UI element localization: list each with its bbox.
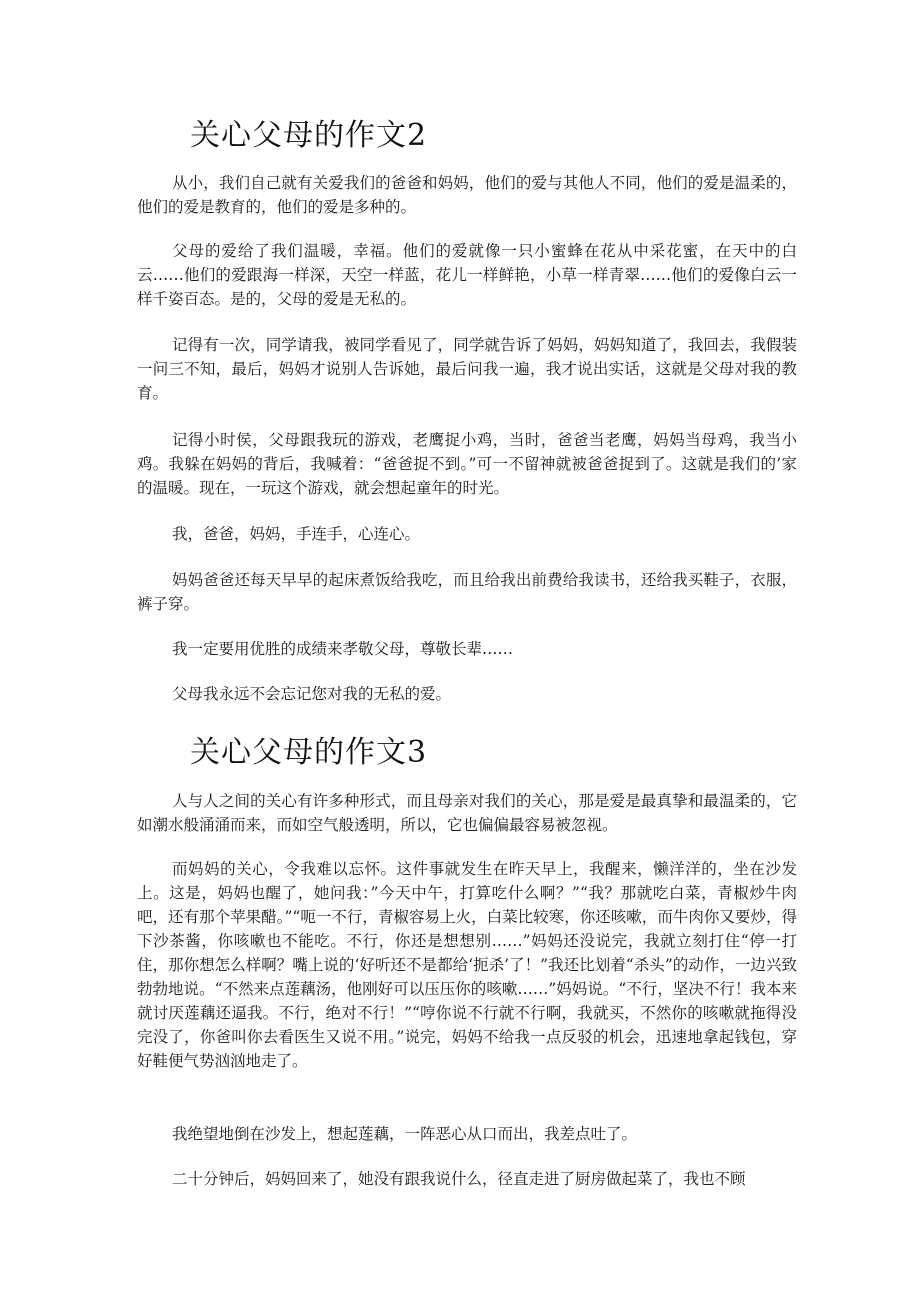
essay2-paragraph-8: 父母我永远不会忘记您对我的无私的爱。 [172,685,452,703]
essay3-paragraph-1: 人与人之间的关心有许多种形式，而且母亲对我们的关心，那是爱是最真挚和最温柔的，它如潮水般涌涌而来，而如空气般透明，所以，它也偏偏最容易被忽视。 [137,792,797,834]
essay2-paragraph-6: 妈妈爸爸还每天早早的起床煮饭给我吃，而且给我出前费给我读书，还给我买鞋子，衣服，裤子穿。 [137,571,797,613]
essay2-paragraph-4: 记得小时侯，父母跟我玩的游戏，老鹰捉小鸡，当时，爸爸当老鹰，妈妈当母鸡，我当小鸡。我躲在妈妈的背后，我喊着：“爸爸捉不到。”可一不留神就被爸爸捉到了。这就是我们的’家的温暖。现在，一玩这个游戏，就会想起童年的时光。 [137,431,797,497]
essay2-paragraph-2: 父母的爱给了我们温暖，幸福。他们的爱就像一只小蜜蜂在花从中采花蜜，在天中的白云……他们的爱跟海一样深，天空一样蓝，花儿一样鲜艳，小草一样青翠……他们的爱像白云一样千姿百态。是的，父母的爱是无私的。 [137,242,797,308]
essay2-title: 关心父母的作文2 [190,118,428,153]
essay2-paragraph-5: 我，爸爸，妈妈，手连手，心连心。 [172,525,421,543]
essay3-paragraph-3: 我绝望地倒在沙发上，想起莲藕，一阵恶心从口而出，我差点吐了。 [172,1125,638,1143]
essay2-paragraph-1: 从小，我们自己就有关爱我们的爸爸和妈妈，他们的爱与其他人不同，他们的爱是温柔的，他们的爱是教育的，他们的爱是多种的。 [137,174,797,216]
essay2-paragraph-3: 记得有一次，同学请我，被同学看见了，同学就告诉了妈妈，妈妈知道了，我回去，我假装一问三不知，最后，妈妈才说别人告诉她，最后问我一遍，我才说出实话，这就是父母对我的教育。 [137,336,797,402]
essay3-paragraph-2: 而妈妈的关心，令我难以忘怀。这件事就发生在昨天早上，我醒来，懒洋洋的，坐在沙发上。这是，妈妈也醒了，她问我：”今天中午，打算吃什么啊？”“我？那就吃白菜，青椒炒牛肉吧，还有那个苹果醋。”“呃一不行，青椒容易上火，白菜比较寒，你还咳嗽，而牛肉你又要炒，得下沙茶酱，你咳嗽也不能吃。不行，你还是想想别……”妈妈还没说完，我就立刻打住“停一打住，那你想怎么样啊？嘴上说的‘好听还不是都给‘扼杀’了！”我还比划着“杀头”的动作，一边兴致勃勃地说。“不然来点莲藕汤，他刚好可以压压你的咳嗽……”妈妈说。“不行，坚决不行！我本来就讨厌莲藕还逼我。不行，绝对不行！”“哼你说不行就不行啊，我就买，不然你的咳嗽就拖得没完没了，你爸叫你去看医生又说不用。”说完，妈妈不给我一点反驳的机会，迅速地拿起钱包，穿好鞋便气势汹汹地走了。 [137,860,797,1070]
essay3-title: 关心父母的作文3 [190,735,428,770]
essay3-paragraph-4: 二十分钟后，妈妈回来了，她没有跟我说什么，径直走进了厨房做起菜了，我也不顾 [172,1170,746,1188]
essay2-paragraph-7: 我一定要用优胜的成绩来孝敬父母，尊敬长辈…… [172,640,514,658]
